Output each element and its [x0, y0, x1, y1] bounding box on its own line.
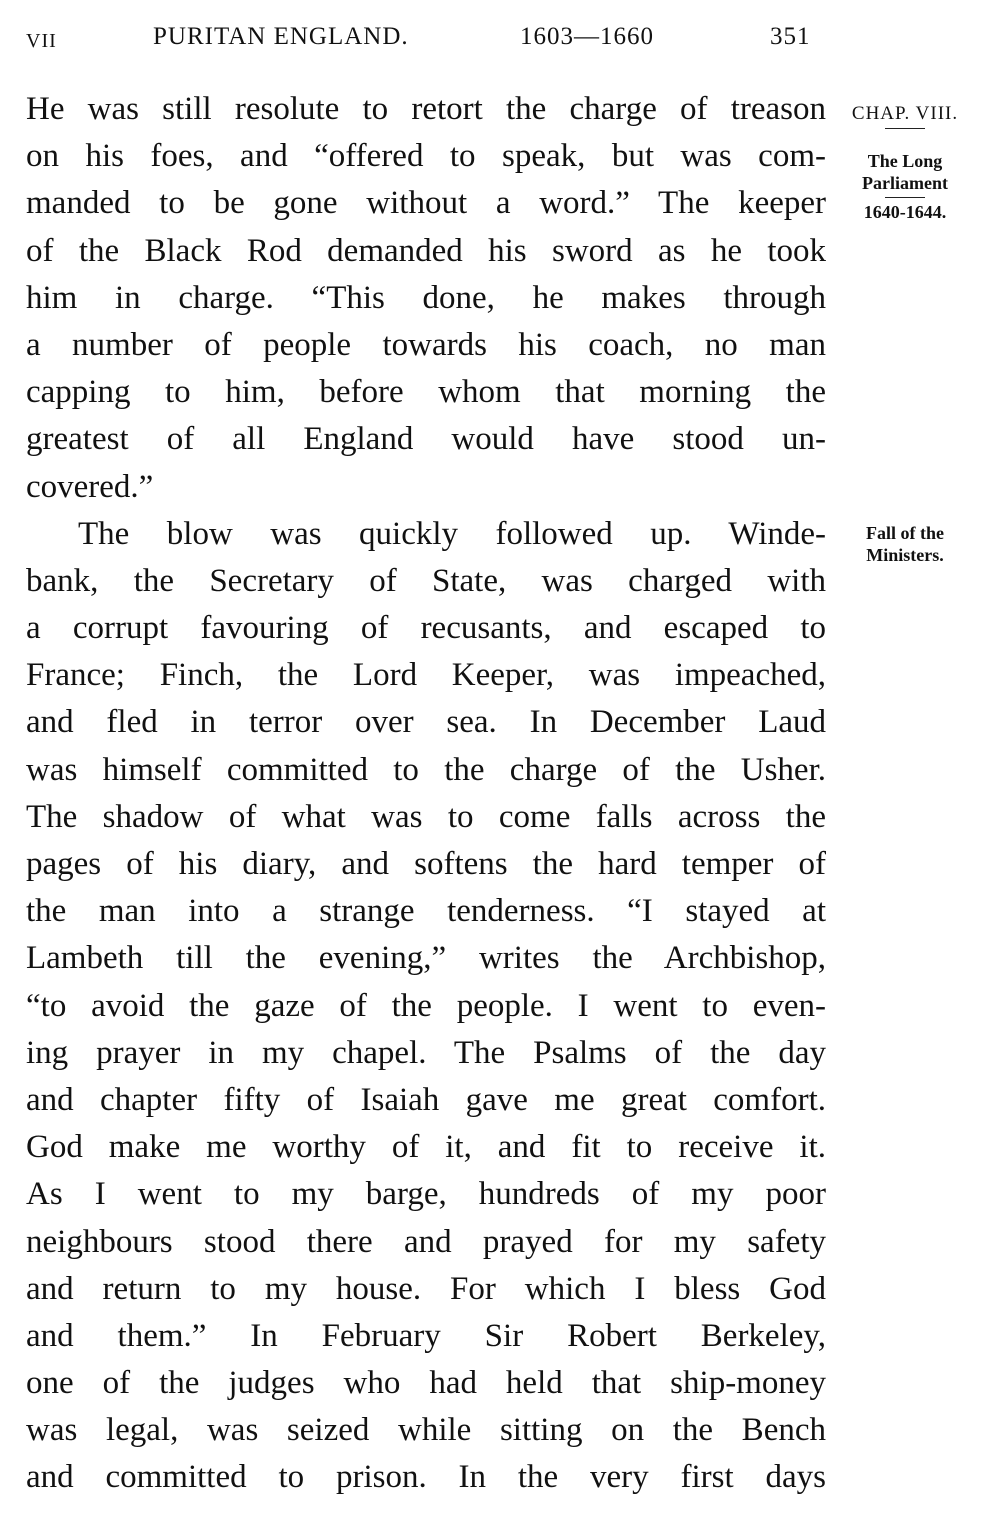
text-line: the man into a strange tenderness. “I stayed at: [26, 893, 826, 930]
margin-long-parliament-line2: Parliament: [862, 173, 948, 193]
margin-long-parliament-years: 1640-1644.: [863, 202, 947, 222]
header-years: 1603—1660: [520, 23, 654, 50]
text-line: and fled in terror over sea. In December Laud: [26, 704, 826, 741]
text-line: him in charge. “This done, he makes through: [26, 279, 826, 316]
text-line: was legal, was seized while sitting on the Bench: [26, 1412, 826, 1449]
text-line: He was still resolute to retort the charge of treason: [26, 91, 826, 127]
text-line: a corrupt favouring of recusants, and escaped to: [26, 610, 826, 647]
margin-rule: [885, 128, 925, 129]
text-line: and committed to prison. In the very first days: [26, 1459, 826, 1496]
text-line: God make me worthy of it, and fit to receive it.: [26, 1129, 826, 1166]
text-line: bank, the Secretary of State, was charged with: [26, 562, 826, 599]
text-line: France; Finch, the Lord Keeper, was impeached,: [26, 657, 826, 694]
margin-chap-label: CHAP. VIII.: [851, 103, 959, 124]
text-line: on his foes, and “offered to speak, but was com-: [26, 138, 826, 175]
text-line: was himself committed to the charge of the Usher.: [26, 751, 826, 788]
margin-fall-line1: Fall of the: [866, 523, 944, 543]
text-line: a number of people towards his coach, no man: [26, 326, 826, 363]
margin-rule: [885, 197, 925, 198]
text-line: of the Black Rod demanded his sword as he took: [26, 232, 826, 269]
text-line: pages of his diary, and softens the hard temper of: [26, 846, 826, 882]
page-number: 351: [770, 23, 811, 50]
margin-fall-line2: Ministers.: [866, 545, 944, 565]
text-line: covered.”: [26, 468, 154, 505]
text-line: manded to be gone without a word.” The keeper: [26, 185, 826, 222]
margin-long-parliament-line1: The Long: [867, 151, 943, 171]
text-line: and return to my house. For which I bless God: [26, 1270, 826, 1307]
text-line: Lambeth till the evening,” writes the Archbishop,: [26, 940, 826, 977]
text-line: greatest of all England would have stood un-: [26, 421, 826, 458]
text-line: neighbours stood there and prayed for my safety: [26, 1223, 826, 1260]
text-line: ing prayer in my chapel. The Psalms of the day: [26, 1034, 826, 1071]
text-line: one of the judges who had held that ship-money: [26, 1365, 826, 1402]
margin-note-fall-of-ministers: [830, 522, 980, 566]
margin-note-long-parliament: [830, 150, 980, 223]
text-line: The blow was quickly followed up. Winde-: [78, 515, 826, 552]
text-line: The shadow of what was to come falls across the: [26, 798, 826, 835]
body-text: [26, 86, 826, 1502]
text-line: and them.” In February Sir Robert Berkeley,: [26, 1317, 826, 1354]
margin-note-chapter: [830, 103, 980, 132]
text-line: As I went to my barge, hundreds of my poor: [26, 1176, 826, 1213]
header-title: PURITAN ENGLAND.: [153, 23, 409, 50]
running-header: [0, 0, 1000, 60]
text-line: capping to him, before whom that morning the: [26, 374, 826, 411]
header-chapter: VII: [26, 30, 57, 52]
text-line: “to avoid the gaze of the people. I went to even-: [26, 987, 826, 1024]
text-line: and chapter fifty of Isaiah gave me great comfort.: [26, 1081, 826, 1118]
